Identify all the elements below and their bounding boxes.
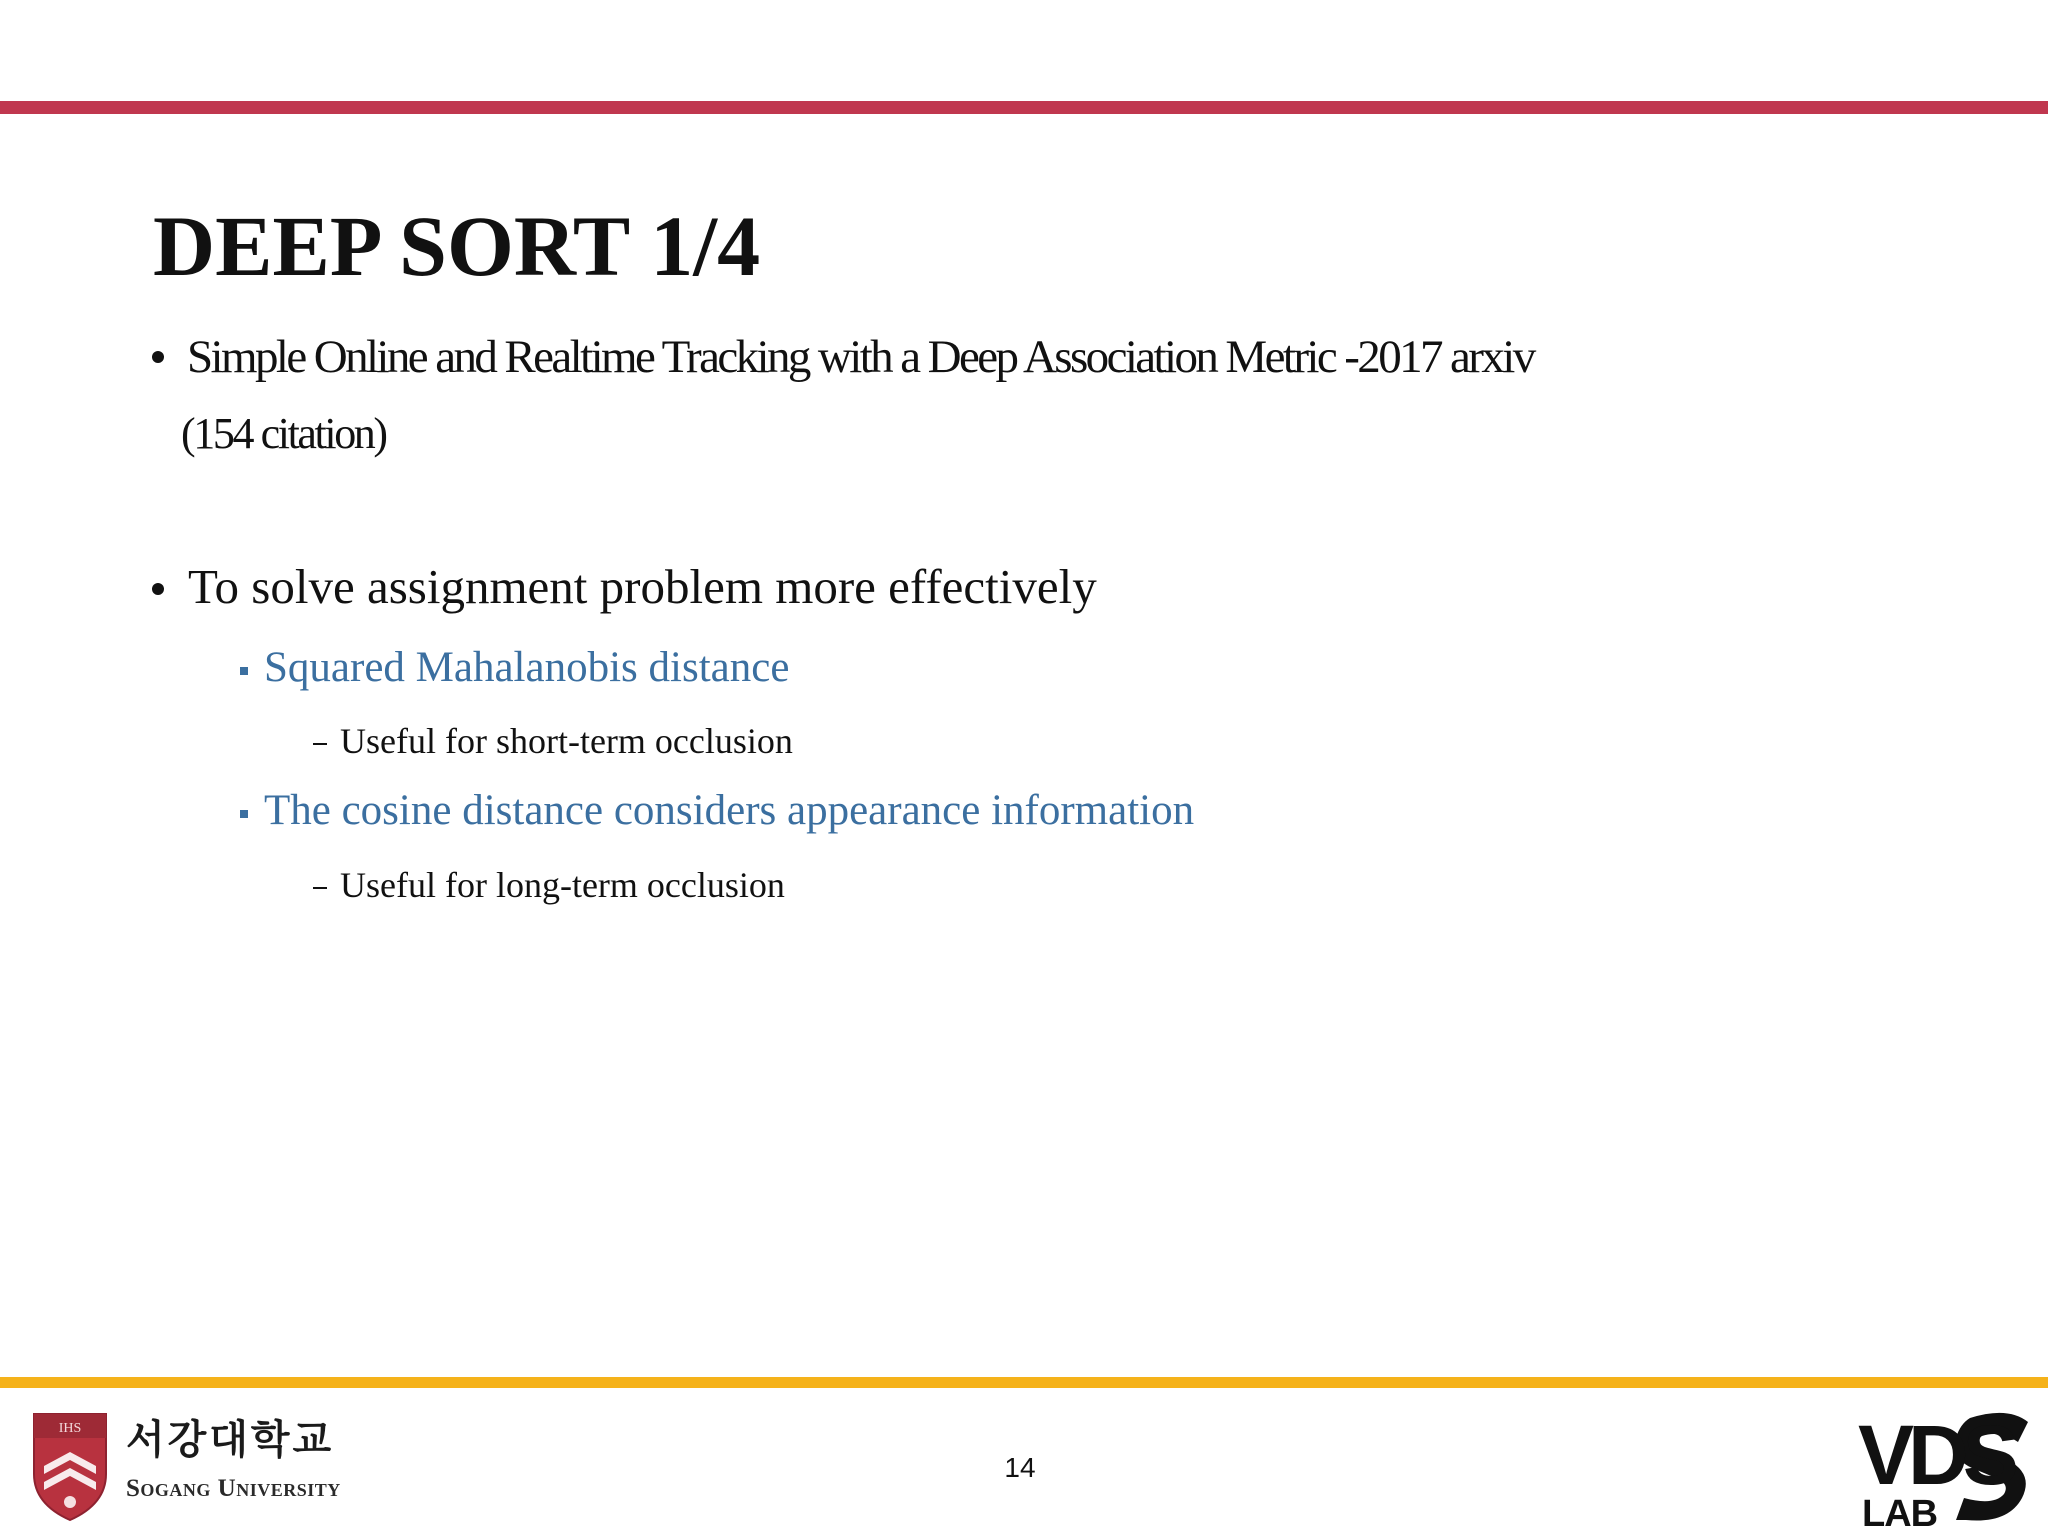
lab-logo-subtext: LAB	[1862, 1493, 1938, 1530]
dash-bullet-icon	[313, 887, 327, 889]
sub-bullet-mahalanobis: Squared Mahalanobis distance	[264, 644, 790, 691]
crest-text: IHS	[58, 1421, 82, 1436]
university-crest-icon	[28, 1408, 112, 1524]
bullet-citation-count: (154 citation)	[181, 409, 386, 458]
bullet-dot-icon	[152, 583, 164, 595]
page-number: 14	[1004, 1452, 1036, 1483]
top-accent-rule	[0, 101, 2048, 114]
sub-bullet-square-icon	[240, 810, 248, 818]
detail-short-term: Useful for short-term occlusion	[340, 721, 793, 761]
university-name-english: Sogang University	[126, 1475, 341, 1502]
university-name-korean: 서강대학교	[126, 1417, 335, 1463]
dash-bullet-icon	[313, 743, 327, 745]
vds-lab-logo	[1858, 1402, 2034, 1530]
sogang-university-logo	[28, 1408, 408, 1528]
bullet-paper-title: Simple Online and Realtime Tracking with a Deep Association Metric -2017 arxiv	[187, 331, 1534, 383]
lab-logo-text: VDS	[1858, 1408, 2013, 1502]
sub-bullet-square-icon	[240, 667, 248, 675]
bottom-accent-rule	[0, 1377, 2048, 1388]
bullet-assignment-problem: To solve assignment problem more effectively	[188, 559, 1097, 614]
slide-title: DEEP SORT 1/4	[153, 198, 761, 294]
bullet-dot-icon	[152, 351, 164, 363]
sub-bullet-cosine: The cosine distance considers appearance information	[264, 787, 1195, 834]
detail-long-term: Useful for long-term occlusion	[340, 865, 785, 905]
vds-lab-logo-icon	[1858, 1402, 2034, 1530]
